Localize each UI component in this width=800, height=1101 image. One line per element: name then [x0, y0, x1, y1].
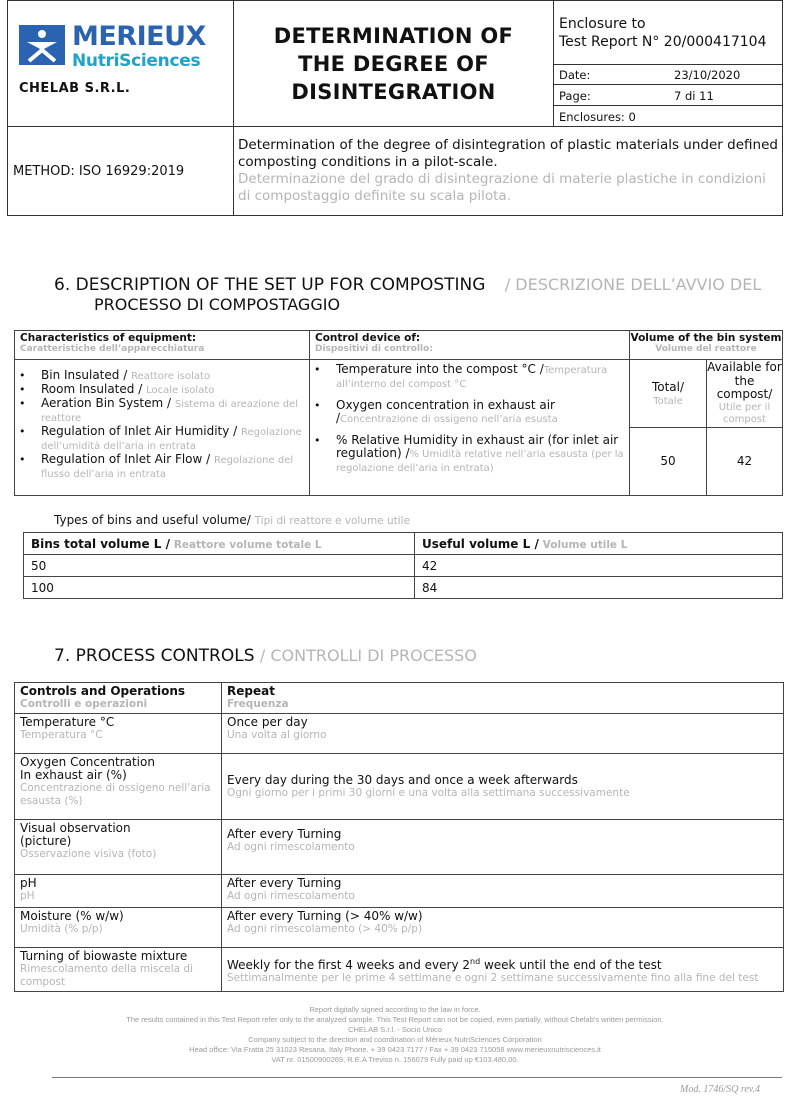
list-item-en: Aeration Bin System / — [41, 396, 175, 410]
control-device-header: Control device of: Dispositivi di controllo: — [315, 332, 433, 354]
control-cell: pH pH — [15, 875, 222, 908]
useful-volume-cell: 42 — [415, 555, 783, 577]
bins-total-cell: 100 — [24, 577, 415, 599]
report-info-cell — [554, 1, 782, 126]
list-item-it: % Umidità relative nell’aria esausta (per la regolazione dell’aria in entrata) — [336, 449, 624, 474]
list-item-en: Regulation of Inlet Air Flow / — [41, 452, 215, 466]
report-header — [7, 0, 783, 216]
footer-line: CHELAB S.r.l. - Socio Unico — [348, 1025, 442, 1034]
bins-caption: Types of bins and useful volume/ Tipi di reattore e volume utile — [54, 513, 411, 527]
control-device-header-it: Dispositivi di controllo: — [315, 344, 433, 354]
list-item-it: Reattore isolato — [131, 371, 211, 382]
useful-volume-header: Useful volume L / Volume utile L — [415, 533, 783, 555]
table-row — [15, 683, 784, 714]
legal-footer — [50, 1005, 740, 1065]
method-description-it: Determinazione del grado di disintegrazione di materie plastiche in condizioni di compostaggio definite su scala pilota. — [238, 171, 766, 204]
table-row — [15, 714, 784, 754]
company-name: CHELAB S.R.L. — [19, 81, 131, 96]
table-row — [24, 577, 783, 599]
footer-line: VAT nr. 01500900269, R.E.A Treviso n. 156079 Fully paid up €103.480,00. — [271, 1055, 519, 1064]
volume-header-it: Volume del reattore — [655, 344, 757, 354]
section-6-title-it-2: PROCESSO DI COMPOSTAGGIO — [94, 295, 341, 314]
footer-line: Report digitally signed according to the law in force. — [309, 1005, 481, 1014]
useful-volume-cell: 84 — [415, 577, 783, 599]
list-item-it: Regolazione del flusso dell’aria in entrata — [41, 455, 294, 480]
section-7-number: 7. — [54, 646, 71, 666]
list-item — [15, 383, 305, 397]
enclosure-ref — [554, 1, 782, 65]
table-divider — [629, 331, 630, 495]
repeat-cell: After every Turning Ad ogni rimescolamento — [222, 820, 784, 875]
total-volume-value: 50 — [660, 454, 676, 468]
repeat-cell: Every day during the 30 days and once a week afterwards Ogni giorno per i primi 30 giorni e una volta alla settimana successivamente — [222, 754, 784, 820]
list-item — [310, 434, 625, 475]
document-title: DETERMINATION OF THE DEGREE OF DISINTEGRATION — [273, 23, 514, 104]
repeat-header: Repeat Frequenza — [222, 683, 784, 714]
volume-header: Volume of the bin system Volume del reattore — [630, 332, 782, 354]
repeat-cell: Weekly for the first 4 weeks and every 2nd week until the end of the test Settimanalmente per le prime 4 settimane e ogni 2 settimane successivamente fino alla fine del test — [222, 948, 784, 992]
control-device-list — [310, 363, 625, 483]
control-cell: Temperature °C Temperatura °C — [15, 714, 222, 754]
control-cell: Moisture (% w/w) Umidità (% p/p) — [15, 908, 222, 948]
section-6-title-it-1: / DESCRIZIONE DELL’AVVIO DEL — [504, 275, 762, 294]
footer-line: Company subject to the direction and coordination of Mérieux NutriSciences Corporation — [248, 1035, 542, 1044]
method-label: METHOD: ISO 16929:2019 — [8, 127, 234, 215]
logo-merieux-text: MERIEUX — [72, 21, 206, 52]
page-value: 7 di 11 — [674, 89, 714, 103]
list-item-en: % Relative Humidity in exhaust air (for inlet air regulation) / — [336, 433, 619, 460]
bins-total-cell: 50 — [24, 555, 415, 577]
table-row — [15, 754, 784, 820]
merieux-logo-icon — [19, 25, 65, 65]
section-6-title-en: DESCRIPTION OF THE SET UP FOR COMPOSTING — [75, 275, 486, 295]
equipment-table — [14, 330, 783, 496]
list-item-en: Temperature into the compost °C / — [336, 362, 544, 376]
form-code: Mod. 1746/SQ rev.4 — [680, 1084, 760, 1095]
equipment-header: Characteristics of equipment: Caratteristiche dell’apparecchiatura — [20, 332, 205, 354]
available-volume-label: Available for the compost/ Utile per il compost — [707, 360, 782, 425]
list-item-it: Regolazione dell’umidità dell’aria in entrata — [41, 427, 302, 452]
enclosure-line-1: Enclosure to — [559, 16, 646, 32]
enclosure-line-2: Test Report N° 20/000417104 — [559, 34, 767, 50]
list-item — [310, 363, 625, 391]
method-description-en: Determination of the degree of disintegration of plastic materials under defined composting conditions in a pilot-scale. — [238, 137, 778, 170]
total-volume-label: Total/ Totale — [651, 380, 685, 407]
list-item — [15, 453, 305, 481]
list-item-en: Room Insulated / — [41, 382, 147, 396]
page-row — [554, 86, 782, 106]
bins-volume-table — [23, 532, 783, 599]
section-6-title — [54, 275, 784, 295]
equipment-list — [15, 369, 305, 481]
footer-line: Head office: Via Fratta 25 31023 Resana, Italy Phone. + 39 0423 7177 / Fax + 39 0423 715058 www.merieuxnutrisciences.it — [189, 1045, 601, 1054]
table-row — [15, 875, 784, 908]
process-controls-table — [14, 682, 784, 992]
date-row — [554, 65, 782, 85]
table-row — [15, 948, 784, 992]
list-item-en: Oxygen concentration in exhaust air / — [336, 398, 555, 425]
list-item — [15, 425, 305, 453]
date-value: 23/10/2020 — [674, 68, 741, 82]
date-label: Date: — [559, 68, 591, 82]
control-cell: Visual observation (picture) Osservazione visiva (foto) — [15, 820, 222, 875]
footer-divider — [52, 1077, 782, 1078]
list-item-it: Concentrazione di ossigeno nell’aria esusta — [340, 414, 558, 425]
table-row — [24, 533, 783, 555]
header-top-row — [8, 1, 782, 127]
section-7-title — [54, 646, 477, 666]
table-row — [15, 820, 784, 875]
footer-line: The results contained in this Test Report refer only to the analyzed sample. This Test Report can not be copied, even partially, without Chelab's written permission. — [126, 1015, 664, 1024]
list-item-it: Temperatura all’interno del compost °C — [336, 365, 608, 390]
bins-total-header: Bins total volume L / Reattore volume totale L — [24, 533, 415, 555]
repeat-cell: Once per day Una volta al giorno — [222, 714, 784, 754]
repeat-cell: After every Turning (> 40% w/w) Ad ogni rimescolamento (> 40% p/p) — [222, 908, 784, 948]
list-item-it: Locale isolato — [146, 385, 215, 396]
control-cell: Oxygen Concentration In exhaust air (%) Concentrazione di ossigeno nell’aria esausta (%) — [15, 754, 222, 820]
table-divider — [630, 427, 782, 428]
bins-caption-it: Tipi di reattore e volume utile — [254, 515, 411, 527]
available-volume-value: 42 — [736, 454, 753, 468]
list-item — [310, 399, 625, 426]
equipment-header-it: Caratteristiche dell’apparecchiatura — [20, 344, 205, 354]
section-7-title-it: / CONTROLLI DI PROCESSO — [259, 646, 477, 665]
table-row — [15, 908, 784, 948]
controls-header: Controls and Operations Controlli e operazioni — [15, 683, 222, 714]
header-method-row — [8, 127, 782, 215]
repeat-cell: After every Turning Ad ogni rimescolamento — [222, 875, 784, 908]
method-description — [238, 137, 778, 205]
page-label: Page: — [559, 89, 591, 103]
list-item-it: Sistema di areazione del reattore — [41, 399, 299, 424]
section-7-title-en: PROCESS CONTROLS — [75, 646, 255, 666]
list-item-en: Bin Insulated / — [41, 368, 132, 382]
control-cell: Turning of biowaste mixture Rimescolamento della miscela di compost — [15, 948, 222, 992]
table-row — [24, 555, 783, 577]
logo-cell — [8, 1, 234, 126]
logo-nutrisciences-text: NutriSciences — [72, 51, 201, 71]
list-item-en: Regulation of Inlet Air Humidity / — [41, 424, 242, 438]
table-divider — [15, 359, 782, 360]
section-6-number: 6. — [54, 275, 71, 295]
document-title-cell — [234, 1, 554, 126]
list-item — [15, 397, 305, 425]
enclosures-row — [554, 107, 782, 127]
list-item — [15, 369, 305, 383]
enclosures-count: Enclosures: 0 — [559, 110, 636, 124]
